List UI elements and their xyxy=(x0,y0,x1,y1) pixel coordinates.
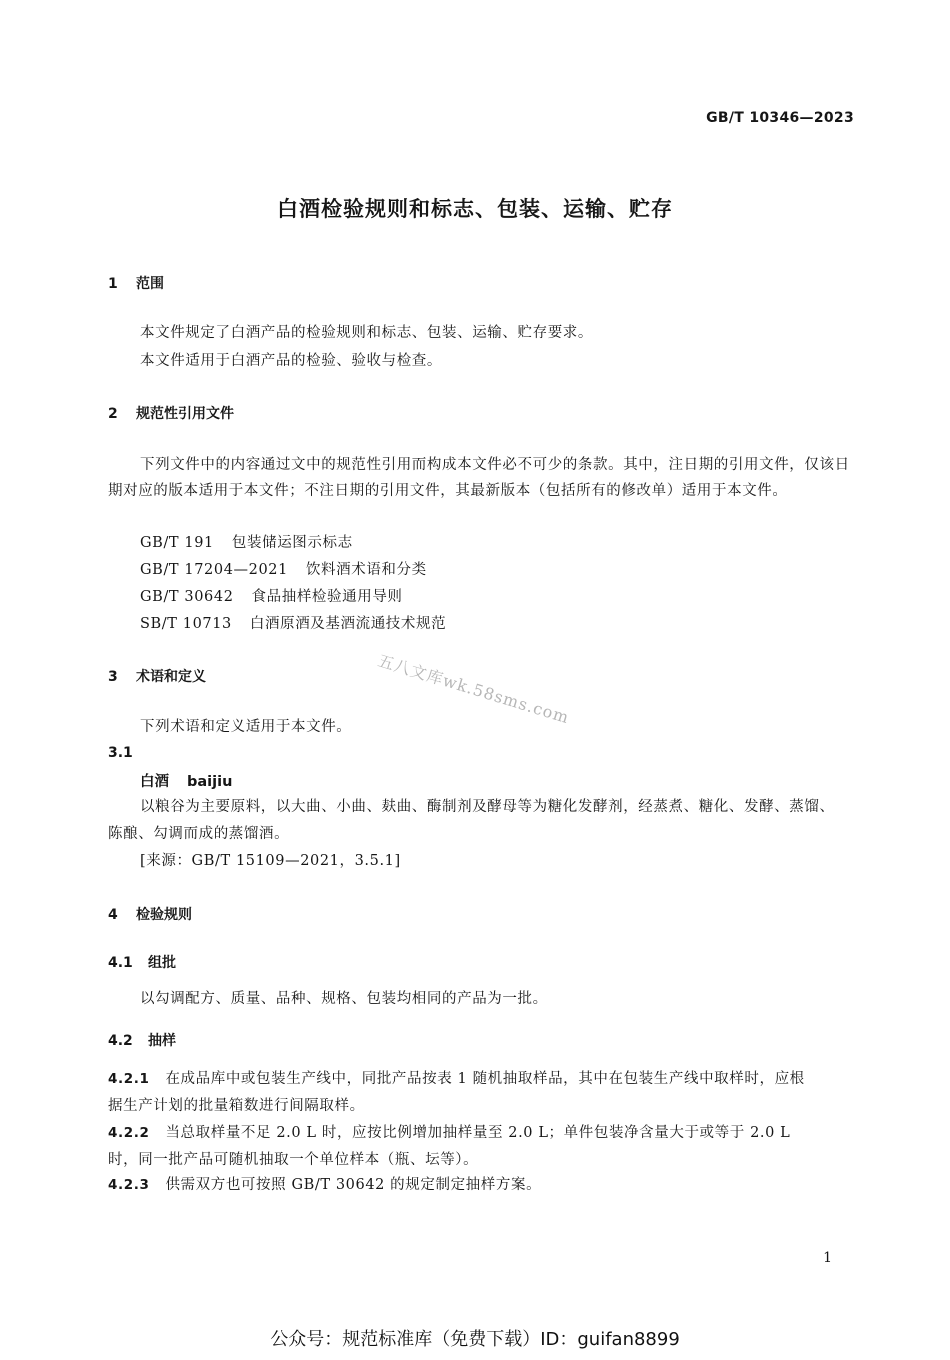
section-2-heading xyxy=(108,403,234,423)
clause-number: 4.2.2 xyxy=(108,1125,150,1141)
section-title: 规范性引用文件 xyxy=(136,406,234,422)
subsection-title: 抽样 xyxy=(148,1033,176,1049)
clause-4-2-1-line-1 xyxy=(108,1066,805,1092)
clause-4-2-1-line-2: 据生产计划的批量箱数进行间隔取样。 xyxy=(108,1098,365,1114)
clause-text: 当总取样量不足 2.0 L 时，应按比例增加抽样量至 2.0 L；单件包装净含量大于或等于 2.0 L xyxy=(165,1125,791,1141)
clause-text: 在成品库中或包装生产线中，同批产品按表 1 随机抽取样品，其中在包装生产线中取样时，应根 xyxy=(165,1071,805,1087)
watermark: 五八文库wk.58sms.com xyxy=(375,650,572,728)
standard-number: GB/T 10346—2023 xyxy=(706,110,854,126)
subsection-4-2-heading xyxy=(108,1030,176,1050)
section-number: 2 xyxy=(108,406,118,422)
reference-title: 饮料酒术语和分类 xyxy=(305,562,427,578)
subsection-number: 4.2 xyxy=(108,1033,133,1049)
subsection-number: 4.1 xyxy=(108,955,133,971)
reference-code: GB/T 191 xyxy=(140,535,214,551)
term-entry-number: 3.1 xyxy=(108,745,133,761)
term-english: baijiu xyxy=(187,774,233,790)
section-number: 1 xyxy=(108,276,118,292)
footer-text: 公众号：规范标准库（免费下载）ID：guifan8899 xyxy=(270,1329,680,1350)
reference-code: GB/T 30642 xyxy=(140,589,234,605)
clause-4-2-2-line-1 xyxy=(108,1120,790,1146)
term-heading xyxy=(140,770,232,791)
section-4-heading xyxy=(108,904,192,924)
section-title: 术语和定义 xyxy=(136,669,206,685)
reference-title: 食品抽样检验通用导则 xyxy=(251,589,403,605)
term-definition-line-1: 以粮谷为主要原料，以大曲、小曲、麸曲、酶制剂及酵母等为糖化发酵剂，经蒸煮、糖化、发酵、蒸馏、 xyxy=(140,799,835,815)
reference-title: 包装储运图示标志 xyxy=(231,535,353,551)
subsection-title: 组批 xyxy=(148,955,176,971)
clause-text: 供需双方也可按照 GB/T 30642 的规定制定抽样方案。 xyxy=(165,1177,542,1193)
section-number: 4 xyxy=(108,907,118,923)
subsection-4-1-heading xyxy=(108,952,176,972)
clause-4-2-2-line-2: 时，同一批产品可随机抽取一个单位样本（瓶、坛等）。 xyxy=(108,1152,479,1168)
section-1-heading xyxy=(108,273,164,293)
reference-item xyxy=(140,584,403,610)
section-title: 检验规则 xyxy=(136,907,192,923)
reference-item xyxy=(140,611,446,637)
scope-paragraph-2: 本文件适用于白酒产品的检验、验收与检查。 xyxy=(140,353,442,369)
clause-number: 4.2.1 xyxy=(108,1071,150,1087)
normative-references-intro: 下列文件中的内容通过文中的规范性引用而构成本文件必不可少的条款。其中，注日期的引用文件，仅该日期对应的版本适用于本文件；不注日期的引用文件，其最新版本（包括所有的修改单）适用于本文件。 xyxy=(108,457,850,499)
section-number: 3 xyxy=(108,669,118,685)
page-number: 1 xyxy=(823,1250,832,1266)
term-definition-line-2: 陈酿、勾调而成的蒸馏酒。 xyxy=(108,826,290,842)
reference-item xyxy=(140,557,427,583)
section-3-heading xyxy=(108,666,206,686)
clause-4-2-3 xyxy=(108,1172,541,1198)
batch-definition: 以勾调配方、质量、品种、规格、包装均相同的产品为一批。 xyxy=(140,991,548,1007)
reference-code: SB/T 10713 xyxy=(140,616,232,632)
clause-number: 4.2.3 xyxy=(108,1177,150,1193)
reference-code: GB/T 17204—2021 xyxy=(140,562,288,578)
section-title: 范围 xyxy=(136,276,164,292)
term-chinese: 白酒 xyxy=(140,774,169,790)
scope-paragraph-1: 本文件规定了白酒产品的检验规则和标志、包装、运输、贮存要求。 xyxy=(140,325,593,341)
terms-intro: 下列术语和定义适用于本文件。 xyxy=(140,719,352,735)
term-source: [来源：GB/T 15109—2021，3.5.1] xyxy=(140,853,401,869)
reference-item xyxy=(140,530,353,556)
document-title: 白酒检验规则和标志、包装、运输、贮存 xyxy=(277,197,673,221)
reference-title: 白酒原酒及基酒流通技术规范 xyxy=(249,616,447,632)
